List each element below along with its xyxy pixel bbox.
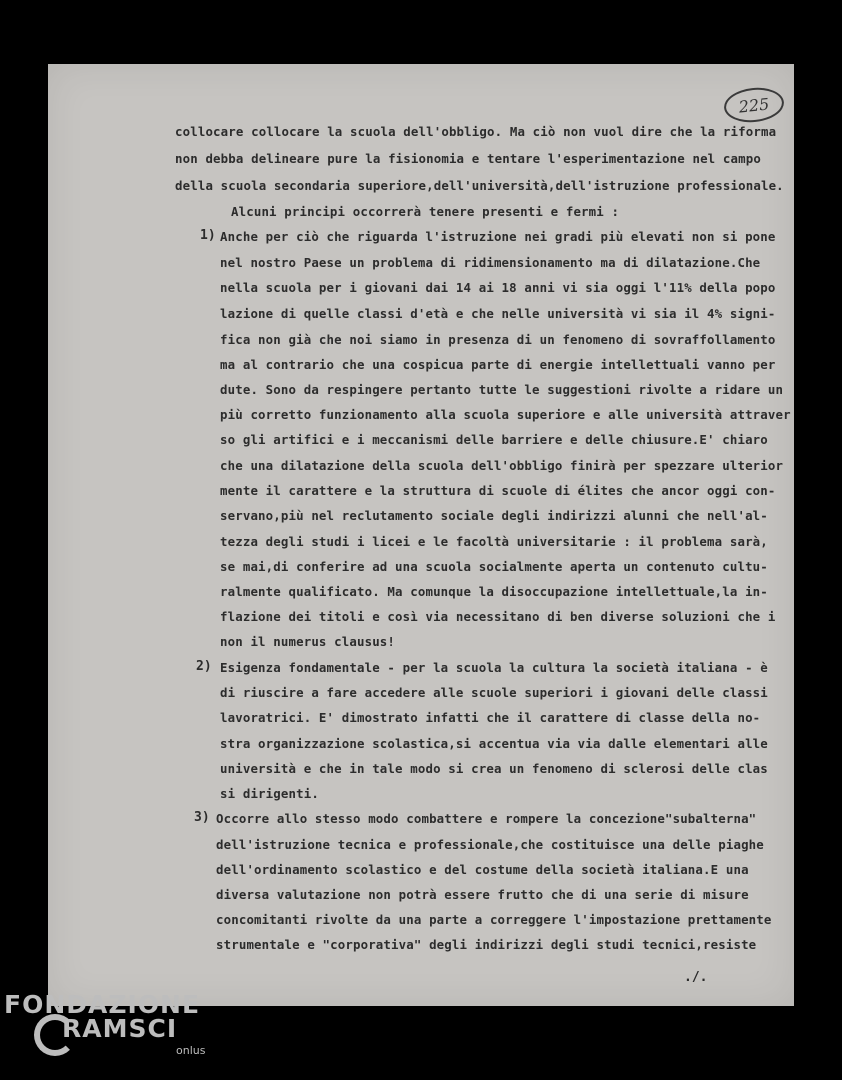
text-line: dell'ordinamento scolastico e del costume della società italiana.E una (216, 862, 749, 877)
text-line: nel nostro Paese un problema di ridimensionamento ma di dilatazione.Che (220, 255, 761, 270)
text-line: stra organizzazione scolastica,si accentua via via dalle elementari alle (220, 736, 768, 751)
text-line: dell'istruzione tecnica e professionale,che costituisce una delle piaghe (216, 837, 764, 852)
text-line: se mai,di conferire ad una scuola socialmente aperta un contenuto cultu- (220, 559, 768, 574)
logo-line-2: RAMSCI (62, 1014, 178, 1043)
text-line: strumentale e "corporativa" degli indirizzi degli studi tecnici,resiste (216, 937, 757, 952)
text-line: Anche per ciò che riguarda l'istruzione nei gradi più elevati non si pone (220, 229, 776, 244)
text-line: più corretto funzionamento alla scuola superiore e alle università attraver (220, 407, 791, 422)
text-line: mente il carattere e la struttura di scuole di élites che ancor oggi con- (220, 483, 776, 498)
text-line: Alcuni principi occorrerà tenere presenti e fermi : (231, 204, 620, 219)
text-line: di riuscire a fare accedere alle scuole superiori i giovani delle classi (220, 685, 768, 700)
text-line: dute. Sono da respingere pertanto tutte le suggestioni rivolte a ridare un (220, 382, 784, 397)
item-number-3: 3) (194, 810, 210, 825)
fondazione-gramsci-logo (0, 984, 220, 1080)
text-line: della scuola secondaria superiore,dell'università,dell'istruzione professionale. (175, 178, 784, 193)
logo-line-1: FONDAZIONE (4, 990, 201, 1019)
text-line: concomitanti rivolte da una parte a correggere l'impostazione prettamente (216, 912, 772, 927)
item-number-1: 1) (200, 228, 216, 243)
text-line: servano,più nel reclutamento sociale degli indirizzi alunni che nell'al- (220, 508, 768, 523)
text-line: fica non già che noi siamo in presenza di un fenomeno di sovraffollamento (220, 332, 776, 347)
text-line: tezza degli studi i licei e le facoltà universitarie : il problema sarà, (220, 534, 768, 549)
text-line: Esigenza fondamentale - per la scuola la cultura la società italiana - è (220, 660, 768, 675)
logo-line-3: onlus (176, 1044, 206, 1057)
text-line: nella scuola per i giovani dai 14 ai 18 anni vi sia oggi l'11% della popo (220, 280, 776, 295)
text-line: diversa valutazione non potrà essere frutto che di una serie di misure (216, 887, 749, 902)
text-line: non debba delineare pure la fisionomia e tentare l'esperimentazione nel campo (175, 151, 761, 166)
continuation-mark: ./. (684, 970, 708, 985)
text-line: ralmente qualificato. Ma comunque la disoccupazione intellettuale,la in- (220, 584, 768, 599)
page-number-stamp: 225 (722, 85, 785, 125)
text-line: non il numerus clausus! (220, 634, 396, 649)
text-line: flazione dei titoli e così via necessitano di ben diverse soluzioni che i (220, 609, 776, 624)
item-number-2: 2) (196, 659, 212, 674)
text-line: collocare collocare la scuola dell'obbligo. Ma ciò non vuol dire che la riforma (175, 124, 777, 139)
text-line: lavoratrici. E' dimostrato infatti che il carattere di classe della no- (220, 710, 761, 725)
text-line: si dirigenti. (220, 786, 319, 801)
text-line: ma al contrario che una cospicua parte di energie intellettuali vanno per (220, 357, 776, 372)
text-line: lazione di quelle classi d'età e che nelle università vi sia il 4% signi- (220, 306, 776, 321)
document-page (48, 64, 794, 1006)
text-line: so gli artifici e i meccanismi delle barriere e delle chiusure.E' chiaro (220, 432, 768, 447)
text-line: Occorre allo stesso modo combattere e rompere la concezione"subalterna" (216, 811, 757, 826)
text-line: università e che in tale modo si crea un fenomeno di sclerosi delle clas (220, 761, 768, 776)
text-line: che una dilatazione della scuola dell'obbligo finirà per spezzare ulterior (220, 458, 784, 473)
